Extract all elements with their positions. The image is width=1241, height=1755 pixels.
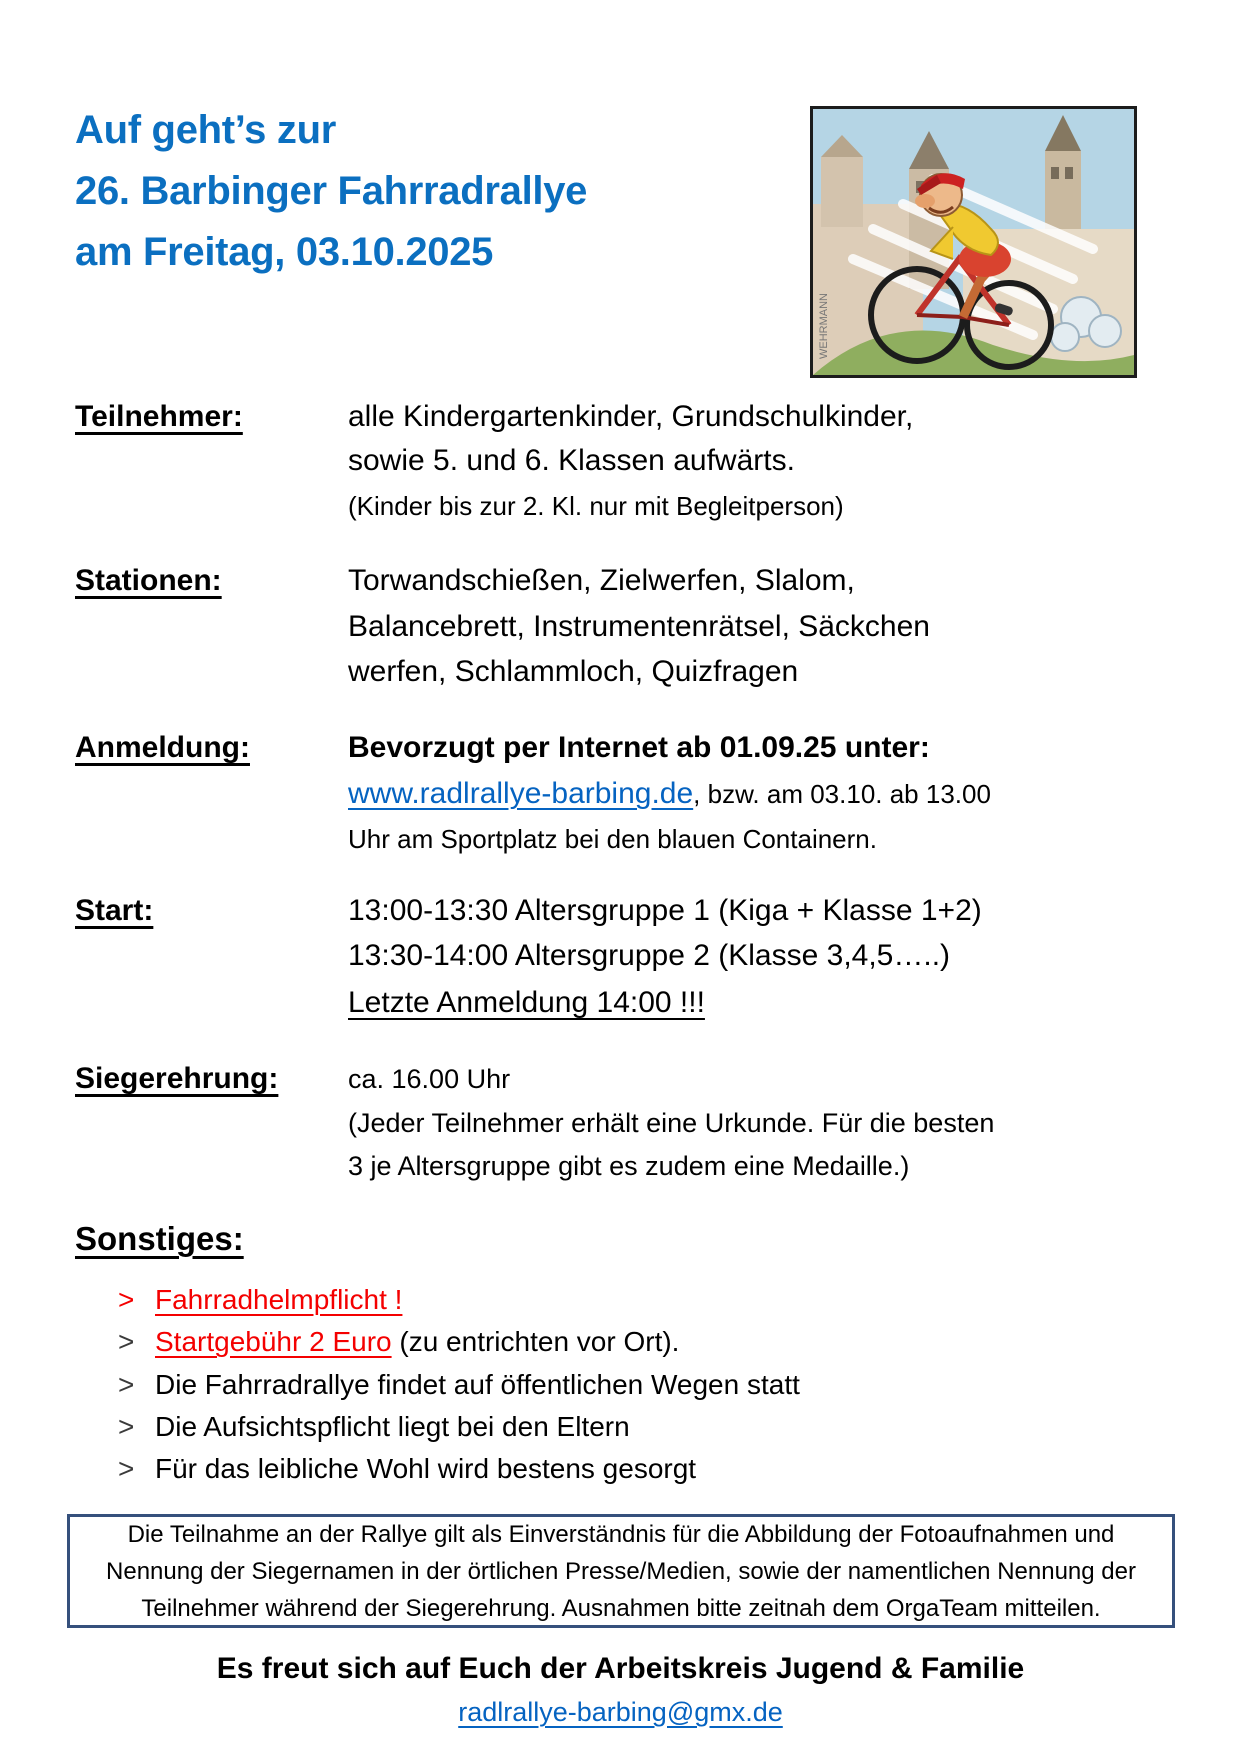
title-line-1: Auf geht’s zur — [75, 108, 336, 152]
bullet-marker: > — [118, 1284, 135, 1315]
bullet-item-aufsichtspflicht: Die Aufsichtspflicht liegt bei den Eltern — [155, 1411, 630, 1442]
website-link[interactable]: www.radlrallye-barbing.de — [348, 777, 694, 810]
bullet-marker: > — [118, 1369, 135, 1400]
photo-consent-notice-box — [67, 1514, 1175, 1628]
bullet-item-helmpflicht — [155, 1284, 402, 1316]
bullet-black-text: (zu entrichten vor Ort). — [391, 1326, 680, 1357]
artist-signature: WEHRMANN — [818, 293, 830, 359]
anmeldung-line-2-rest: , bzw. am 03.10. ab 13.00 — [693, 779, 991, 809]
stationen-line-1: Torwandschießen, Zielwerfen, Slalom, — [348, 564, 855, 597]
start-line-2: 13:30-14:00 Altersgruppe 2 (Klasse 3,4,5…..) — [348, 939, 951, 972]
bullet-item-startgebuehr — [155, 1326, 679, 1358]
start-line-1: 13:00-13:30 Altersgruppe 1 (Kiga + Klasse 1+2) — [348, 894, 982, 927]
section-label-anmeldung: Anmeldung: — [75, 731, 250, 764]
anmeldung-line-3: Uhr am Sportplatz bei den blauen Containern. — [348, 824, 877, 854]
title-line-3: am Freitag, 03.10.2025 — [75, 230, 494, 274]
photo-consent-text: Die Teilnahme an der Rallye gilt als Einverständnis für die Abbildung der Fotoaufnahmen und Nennung der Siegernamen in der örtlichen Presse/Medien, sowie der namentlichen Nennung der Teilnehmer während der Siegerehrung. Ausnahmen bitte zeitnah dem OrgaTeam mitteilen. — [106, 1520, 1136, 1622]
teilnehmer-line-1: alle Kindergartenkinder, Grundschulkinder, — [348, 400, 914, 433]
stationen-line-3: werfen, Schlammloch, Quizfragen — [348, 655, 799, 688]
siegerehrung-line-1: ca. 16.00 Uhr — [348, 1064, 511, 1094]
bullet-item-leibliches-wohl: Für das leibliche Wohl wird bestens gesorgt — [155, 1453, 697, 1484]
bullet-red-text: Startgebühr 2 Euro — [155, 1326, 392, 1357]
cyclist-illustration — [810, 106, 1137, 378]
title-line-2: 26. Barbinger Fahrradrallye — [75, 169, 588, 213]
siegerehrung-line-3: 3 je Altersgruppe gibt es zudem eine Medaille.) — [348, 1151, 910, 1181]
section-label-stationen: Stationen: — [75, 564, 222, 597]
teilnehmer-line-3: (Kinder bis zur 2. Kl. nur mit Begleitperson) — [348, 491, 844, 521]
section-label-sonstiges: Sonstiges: — [75, 1220, 244, 1257]
email-link[interactable]: radlrallye-barbing@gmx.de — [458, 1697, 783, 1727]
bullet-item-oeffentliche-wege: Die Fahrradrallye findet auf öffentlichen Wegen statt — [155, 1369, 800, 1400]
cyclist-cartoon-svg — [813, 109, 1134, 375]
page-title — [75, 100, 587, 283]
anmeldung-line-2 — [348, 777, 991, 811]
anmeldung-line-1: Bevorzugt per Internet ab 01.09.25 unter: — [348, 731, 930, 764]
start-line-3: Letzte Anmeldung 14:00 !!! — [348, 986, 705, 1019]
section-label-siegerehrung: Siegerehrung: — [75, 1062, 279, 1095]
bullet-marker: > — [118, 1411, 135, 1442]
bullet-marker: > — [118, 1326, 135, 1357]
siegerehrung-line-2: (Jeder Teilnehmer erhält eine Urkunde. Für die besten — [348, 1108, 995, 1138]
bullet-red-text: Fahrradhelmpflicht ! — [155, 1284, 403, 1315]
email-line — [0, 1697, 1241, 1728]
teilnehmer-line-2: sowie 5. und 6. Klassen aufwärts. — [348, 444, 795, 477]
section-label-start: Start: — [75, 894, 154, 927]
closing-line: Es freut sich auf Euch der Arbeitskreis Jugend & Familie — [216, 1652, 1025, 1685]
bullet-marker: > — [118, 1453, 135, 1484]
stationen-line-2: Balancebrett, Instrumentenrätsel, Säckchen — [348, 610, 930, 643]
section-label-teilnehmer: Teilnehmer: — [75, 400, 243, 433]
